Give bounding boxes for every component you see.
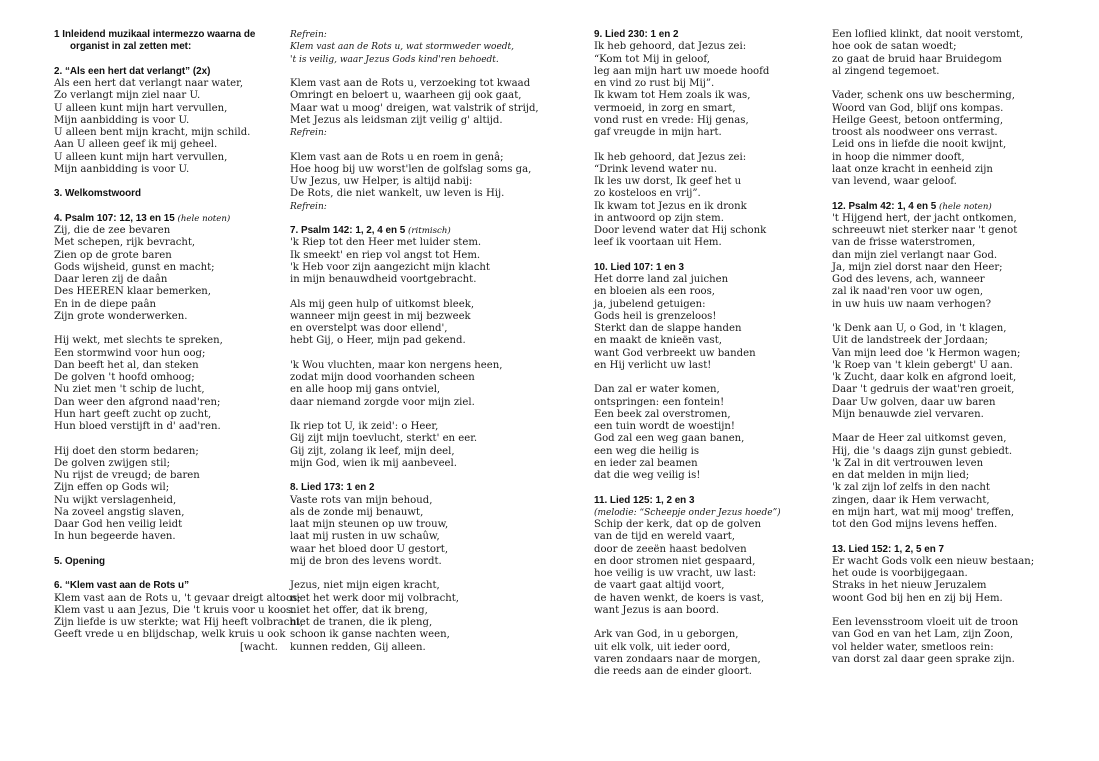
lyric-line: zo kosteloos en vrij”. (594, 188, 701, 200)
lyric-line: “Drink levend water nu. (594, 163, 718, 175)
section-heading: 2. “Als een hert dat verlangt” (2x) (54, 65, 211, 77)
lyric-line: dat die weg veilig is! (594, 470, 701, 481)
section-heading: 1 Inleidend muzikaal intermezzo waarna de (54, 29, 256, 40)
lyric-line: Gods wijsheid, gunst en macht; (54, 261, 215, 273)
spacer (832, 78, 1072, 90)
lyric-line: wanneer mijn geest in mij bezweek (290, 310, 471, 322)
lyric-line: Dan beeft het al, dan steken (54, 359, 199, 371)
section-heading: 13. Lied 152: 1, 2, 5 en 7 (832, 543, 944, 555)
lyric-line: ja, jubelend getuigen: (594, 298, 706, 310)
lyric-line: niet het werk door mij volbracht, (290, 592, 459, 604)
lyric-line: Zijn effen op Gods wil; (54, 482, 170, 494)
lyric-line: in antwoord op zijn stem. (594, 212, 724, 224)
spacer (290, 470, 530, 482)
lyric-line: uit elk volk, uit ieder oord, (594, 641, 731, 653)
lyric-line: woont God bij hen en zij bij Hem. (832, 592, 1003, 604)
lyric-line: waar het bloed door U gestort, (290, 543, 449, 555)
italic-note: Klem vast aan de Rots u, wat stormweder woedt, (290, 42, 515, 53)
lyric-line: Klem vast aan de Rots u, 't gevaar dreigt altoos; (54, 592, 301, 604)
lyric-line: Hun bloed verstijft in d' aad'ren. (54, 421, 221, 432)
lyric-line: Schip der kerk, dat op de golven (594, 519, 761, 530)
lyric-line: Hij, die 's daags zijn gunst gebiedt. (832, 445, 1013, 457)
lyric-line: Een levensstroom vloeit uit de troon (832, 617, 1019, 628)
section-heading: organist in zal zetten met: (70, 41, 192, 53)
lyric-line: Het dorre land zal juichen (594, 274, 729, 285)
spacer (832, 421, 1072, 433)
lyric-line: zingen, daar ik Hem verwacht, (832, 494, 990, 506)
italic-note: 't is veilig, waar Jezus Gods kind'ren behoedt. (290, 54, 499, 65)
lyric-line: Klem vast aan de Rots u en roem in genâ; (290, 151, 504, 163)
lyric-line: en mijn hart, wat mij moog' treffen, (832, 506, 1015, 518)
lyric-line: Jezus, niet mijn eigen kracht, (290, 580, 440, 592)
lyric-line: van dorst zal daar geen sprake zijn. (832, 653, 1015, 665)
lyric-line: U alleen kunt mijn hart vervullen, (54, 151, 228, 163)
section-heading (54, 213, 286, 225)
column-4 (832, 29, 1072, 666)
lyric-line: mijn God, wien ik mij aanbeveel. (290, 457, 457, 469)
lyric-line: 'k Heb voor zijn aangezicht mijn klacht (290, 261, 490, 273)
lyric-line: Daar Uw golven, daar uw baren (832, 396, 996, 408)
lyric-line: Geeft vrede u en blijdschap, welk kruis u ook (54, 629, 286, 641)
spacer (832, 311, 1072, 323)
spacer (594, 372, 826, 384)
lyric-line: Omringt en beloert u, waarheen gij ook gaat, (290, 90, 522, 102)
lyric-line: hoe ook de satan woedt; (832, 41, 957, 53)
lyric-line: en overstelpt was door ellend', (290, 323, 448, 334)
spacer (290, 409, 530, 421)
lyric-line: laat mijn steunen op uw trouw, (290, 519, 449, 530)
lyric-line: [wacht. (239, 641, 278, 653)
lyric-line: Nu ziet men 't schip de lucht, (54, 384, 205, 396)
lyric-line: 'k Roep van 't klein gebergt' U aan. (832, 359, 1013, 371)
lyric-line: In hun begeerde haven. (54, 531, 176, 543)
lyric-line: mij de bron des levens wordt. (290, 555, 442, 567)
italic-note: Refrein: (290, 128, 327, 138)
lyric-line: kunnen redden, Gij alleen. (290, 641, 426, 653)
lyric-line: in mijn benauwdheid voortgebracht. (290, 274, 477, 285)
lyric-line: Vader, schenk ons uw bescherming, (832, 90, 1015, 102)
lyric-line: laat mij rusten in uw schaûw, (290, 531, 440, 543)
spacer (290, 66, 530, 78)
lyric-line: Daar leren zij de daân (54, 274, 168, 285)
lyric-line: Gij zijt mijn toevlucht, sterkt' en eer. (290, 433, 478, 445)
section-heading: 5. Opening (54, 555, 106, 567)
lyric-line: al zingend tegemoet. (832, 65, 940, 77)
lyric-line: Hoe hoog bij uw worst'len de golfslag soms ga, (290, 163, 532, 175)
heading-text: 7. Psalm 142: 1, 2, 4 en 5 (290, 225, 409, 236)
column-3 (594, 29, 826, 678)
lyric-line: Straks in het nieuw Jeruzalem (832, 580, 987, 592)
spacer (54, 323, 286, 335)
lyric-line: De golven zwijgen stil; (54, 457, 170, 469)
heading-text: 12. Psalm 42: 1, 4 en 5 (832, 200, 940, 212)
lyric-line: Een beek zal overstromen, (594, 408, 731, 420)
lyric-line: 'k Zucht, daar kolk en afgrond loeit, (832, 372, 1017, 383)
spacer (832, 188, 1072, 200)
lyric-line: Door levend water dat Hij schonk (594, 225, 767, 236)
lyric-line: Ik les uw dorst, Ik geef het u (594, 176, 742, 187)
lyric-line: Daar God hen veilig leidt (54, 519, 183, 530)
lyric-line: Vaste rots van mijn behoud, (290, 494, 433, 506)
lyric-line: van God en van het Lam, zijn Zoon, (832, 629, 1014, 641)
spacer (832, 605, 1072, 617)
lyric-line: Hun hart geeft zucht op zucht, (54, 408, 212, 420)
lyric-line: Nu rijst de vreugd; de baren (54, 470, 200, 481)
lyric-line: Nu wijkt verslagenheid, (54, 494, 177, 506)
lyric-line: Zijn grote wonderwerken. (54, 310, 188, 322)
lyric-line: een tuin wordt de woestijn! (594, 421, 735, 432)
spacer (290, 286, 530, 298)
lyric-line: 'k Riep tot den Heer met luider stem. (290, 237, 482, 249)
lyric-line: God zal een weg gaan banen, (594, 433, 745, 445)
lyric-line: 'k Wou vluchten, maar kon nergens heen, (290, 359, 503, 371)
lyric-line: Als een hert dat verlangt naar water, (54, 78, 244, 89)
lyric-line: Ik kwam tot Jezus en ik dronk (594, 200, 747, 212)
lyric-line: Er wacht Gods volk een nieuw bestaan; (832, 555, 1035, 567)
lyric-line: niet de tranen, die ik pleng, (290, 617, 433, 628)
lyric-line: Ik heb gehoord, dat Jezus zei: (594, 151, 747, 163)
lyric-line: Mijn aanbidding is voor U. (54, 163, 190, 175)
lyric-line: de vaart gaat altijd voort, (594, 580, 725, 592)
spacer (290, 568, 530, 580)
lyric-line: Ik riep tot U, ik zeid': o Heer, (290, 421, 439, 432)
lyric-line: Ik heb gehoord, dat Jezus zei: (594, 41, 747, 53)
lyric-line: Uw Jezus, uw Helper, is altijd nabij: (290, 176, 473, 187)
lyric-line: want Jezus is aan boord. (594, 604, 720, 616)
lyric-line: tot den God mijns levens heffen. (832, 519, 998, 530)
section-heading (832, 201, 1072, 213)
lyric-line: en vind zo rust bij Mij”. (594, 78, 715, 89)
lyric-line: en ieder zal beamen (594, 457, 698, 469)
lyric-line: “Kom tot Mij in geloof, (594, 53, 710, 65)
spacer (594, 482, 826, 494)
lyric-line: zal ik naad'ren voor uw ogen, (832, 286, 984, 298)
lyric-line: Gij zijt, zolang ik leef, mijn deel, (290, 445, 455, 457)
lyric-line: vol helder water, smetloos rein: (832, 641, 994, 653)
lyric-line: daar niemand zorgde voor mijn ziel. (290, 396, 475, 408)
lyric-line: Des HEEREN klaar bemerken, (54, 286, 212, 298)
lyric-line: want God verbreekt uw banden (594, 347, 756, 359)
lyric-line: Zijn liefde is uw sterkte; wat Hij heeft volbracht, (54, 617, 304, 628)
italic-note: (melodie: “Scheepje onder Jezus hoede”) (594, 507, 781, 518)
lyric-line: Hij wekt, met slechts te spreken, (54, 335, 223, 347)
lyric-line: troost als noodweer ons verrast. (832, 127, 998, 138)
lyric-line: een weg die heilig is (594, 445, 700, 457)
lyric-line: en alle hoop mij gans ontviel, (290, 384, 441, 396)
spacer (290, 213, 530, 225)
lyric-line: hebt Gij, o Heer, mijn pad gekend. (290, 335, 466, 347)
lyric-line: zo gaat de bruid haar Bruidegom (832, 53, 1002, 65)
lyric-line: dan mijn ziel verlangt naar God. (832, 249, 998, 261)
spacer (594, 617, 826, 629)
heading-text: 4. Psalm 107: 12, 13 en 15 (54, 212, 178, 224)
spacer (594, 250, 826, 262)
section-heading: 6. “Klem vast aan de Rots u” (54, 580, 190, 592)
lyric-line: leef ik voortaan uit Hem. (594, 237, 722, 249)
italic-note: Refrein: (290, 201, 327, 212)
lyric-line: varen zondaars naar de morgen, (594, 653, 761, 665)
lyric-line: 't Hijgend hert, der jacht ontkomen, (832, 212, 1017, 224)
lyric-line: schoon ik ganse nachten ween, (290, 629, 450, 641)
spacer (832, 531, 1072, 543)
lyric-line: Zij, die de zee bevaren (54, 225, 171, 236)
lyric-line: en door stromen niet gespaard, (594, 555, 756, 567)
lyric-line: het oude is voorbijgegaan. (832, 568, 968, 579)
lyric-line: de haven wenkt, de koers is vast, (594, 592, 765, 604)
lyric-line: God des levens, ach, wanneer (832, 274, 985, 285)
section-heading: 3. Welkomstwoord (54, 188, 142, 200)
lyric-line: U alleen kunt mijn hart vervullen, (54, 102, 228, 114)
lyric-line: van levend, waar geloof. (832, 176, 957, 187)
lyric-line: Hij doet den storm bedaren; (54, 445, 199, 457)
lyric-line: vond rust en vrede: Hij genas, (594, 114, 749, 126)
lyric-line: als de zonde mij benauwt, (290, 506, 424, 518)
spacer (54, 433, 286, 445)
lyric-line: 'k zal zijn lof zelfs in den nacht (832, 482, 990, 494)
lyric-line: Klem vast u aan Jezus, Die 't kruis voor u koos. (54, 604, 295, 616)
lyric-line: Klem vast aan de Rots u, verzoeking tot kwaad (290, 78, 531, 89)
lyric-line: Mijn benauwde ziel vervaren. (832, 408, 984, 420)
lyric-line: Uit de landstreek der Jordaan; (832, 335, 988, 347)
lyric-line: Heilge Geest, betoon ontferming, (832, 114, 1004, 126)
lyric-line: De Rots, die niet wankelt, uw leven is Hij. (290, 188, 505, 200)
spacer (290, 139, 530, 151)
section-heading: 8. Lied 173: 1 en 2 (290, 482, 375, 494)
lyric-line: Mijn aanbidding is voor U. (54, 114, 190, 126)
lyric-line: leg aan mijn hart uw moede hoofd (594, 65, 770, 77)
lyric-line: Aan U alleen geef ik mij geheel. (54, 139, 218, 151)
column-1 (54, 29, 304, 654)
heading-note: (hele noten) (939, 201, 992, 212)
section-heading: 9. Lied 230: 1 en 2 (594, 29, 679, 40)
section-heading: 10. Lied 107: 1 en 3 (594, 261, 685, 273)
lyric-line: Zo verlangt mijn ziel naar U. (54, 90, 201, 102)
lyric-line: Met schepen, rijk bevracht, (54, 237, 196, 249)
spacer (54, 544, 286, 556)
lyric-line: ontspringen: een fontein! (594, 396, 725, 408)
lyric-line: niet het offer, dat ik breng, (290, 604, 428, 616)
lyric-line: schreeuwt niet sterker naar 't genot (832, 225, 1018, 236)
lyric-line: en dat melden in mijn lied; (832, 470, 970, 481)
lyric-line: En in de diepe paân (54, 298, 156, 310)
lyric-line: U alleen bent mijn kracht, mijn schild. (54, 127, 251, 138)
lyric-line: Ark van God, in u geborgen, (594, 629, 739, 641)
lyric-line: zodat mijn dood voorhanden scheen (290, 372, 475, 383)
lyric-line: Daar 't gedruis der waat'ren groeit, (832, 384, 1015, 396)
lyric-line: laat onze kracht in eenheid zijn (832, 163, 993, 175)
lyric-line: Als mij geen hulp of uitkomst bleek, (290, 298, 475, 310)
lyric-line: Maar de Heer zal uitkomst geven, (832, 433, 1007, 445)
lyric-line: van de frisse waterstromen, (832, 237, 976, 249)
lyric-line: Van mijn leed doe 'k Hermon wagen; (832, 347, 1021, 359)
lyric-line: Leid ons in liefde die nooit kwijnt, (832, 139, 1007, 151)
lyric-line: Zien op de grote baren (54, 249, 172, 261)
section-heading (290, 225, 530, 237)
lyric-line: in hoop die nimmer dooft, (832, 151, 965, 163)
section-heading: 11. Lied 125: 1, 2 en 3 (594, 494, 695, 506)
lyric-line: Gods heil is grenzeloos! (594, 310, 717, 322)
lyric-line: Sterkt dan de slappe handen (594, 323, 742, 334)
lyric-line: hoe veilig is uw vracht, uw last: (594, 568, 757, 579)
lyric-line: en bloeien als een roos, (594, 286, 715, 298)
lyric-line: Dan zal er water komen, (594, 384, 720, 396)
lyric-line: De golven 't hoofd omhoog; (54, 372, 195, 383)
lyric-line: van de tijd en wereld vaart, (594, 531, 735, 543)
lyric-line: in uw huis uw naam verhogen? (832, 298, 991, 310)
spacer (54, 201, 286, 213)
lyric-line: Met Jezus als leidsman zijt veilig g' altijd. (290, 114, 503, 126)
lyric-line: vermoeid, in zorg en smart, (594, 102, 736, 114)
lyric-line: Woord van God, blijf ons kompas. (832, 102, 1004, 114)
spacer (54, 568, 286, 580)
spacer (54, 176, 286, 188)
spacer (290, 348, 530, 360)
heading-note: (ritmisch) (408, 226, 451, 236)
lyric-line: die reeds aan de einder gloort. (594, 666, 752, 677)
italic-note: Refrein: (290, 30, 327, 40)
lyric-line: door de zeeën haast bedolven (594, 543, 747, 555)
lyric-line: Een stormwind voor hun oog; (54, 347, 206, 359)
heading-note: (hele noten) (177, 213, 231, 224)
lyric-line: Maar wat u moog' dreigen, wat valstrik of strijd, (290, 102, 539, 114)
lyric-line: gaf vreugde in mijn hart. (594, 127, 722, 138)
spacer (594, 139, 826, 151)
lyric-line: Na zoveel angstig slaven, (54, 506, 185, 518)
column-2 (290, 29, 539, 654)
lyric-line: 'k Denk aan U, o God, in 't klagen, (832, 323, 1007, 334)
lyric-line: Ja, mijn ziel dorst naar den Heer; (832, 261, 1003, 273)
lyric-line: Ik kwam tot Hem zoals ik was, (594, 90, 751, 102)
lyric-line: Ik smeekt' en riep vol angst tot Hem. (290, 249, 481, 261)
lyric-line: Dan weer den afgrond naad'ren; (54, 396, 221, 408)
lyric-line: en maakt de knieën vast, (594, 335, 722, 347)
lyric-line: 'k Zal in dit vertrouwen leven (832, 457, 984, 469)
lyric-line: en Hij verlicht uw last! (594, 359, 712, 371)
spacer (54, 54, 286, 66)
lyric-line: Een loflied klinkt, dat nooit verstomt, (832, 29, 1024, 40)
